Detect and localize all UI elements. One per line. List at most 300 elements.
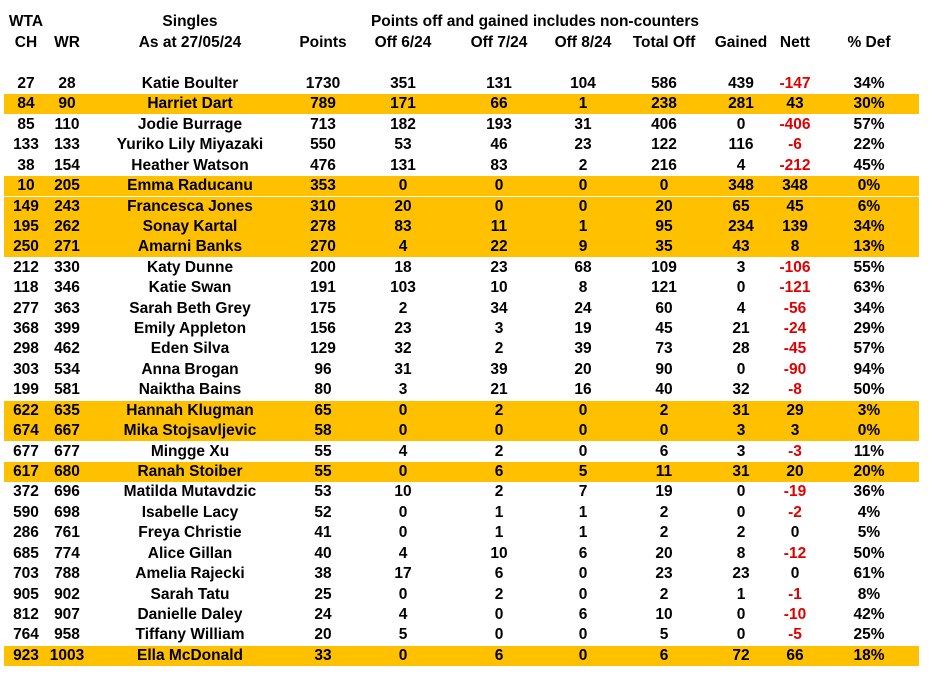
cell-wr: 907 [54,605,80,623]
cell-off-7: 21 [490,381,508,399]
cell-off-7: 11 [490,217,508,235]
cell-off-6: 0 [398,646,408,664]
cell-points: 175 [310,299,336,317]
cell-off-6: 10 [394,483,412,501]
cell-pct-def: 45% [853,156,885,174]
cell-pct-def: 34% [853,217,885,235]
cell-pct-def: 55% [853,258,885,276]
cell-gained: 65 [732,197,750,215]
cell-ch: 674 [13,422,39,440]
cell-points: 55 [314,462,332,480]
cell-ch: 372 [13,483,39,501]
cell-points: 789 [310,95,336,113]
cell-ch: 10 [17,177,35,195]
cell-wr: 761 [54,524,80,542]
cell-off-7: 0 [494,422,504,440]
cell-player-name: Anna Brogan [141,360,239,378]
cell-player-name: Isabelle Lacy [141,503,239,521]
cell-nett: -10 [783,605,807,623]
cell-wr: 205 [54,177,80,195]
cell-off-8: 0 [578,422,588,440]
cell-total-off: 6 [659,646,669,664]
cell-off-6: 2 [398,299,408,317]
header-wta: WTA [8,13,44,30]
cell-pct-def: 57% [853,115,885,133]
cell-player-name: Sarah Tatu [150,585,230,603]
cell-ch: 298 [13,340,39,358]
cell-off-7: 34 [490,299,508,317]
cell-off-8: 5 [578,462,588,480]
cell-gained: 31 [732,401,750,419]
cell-points: 191 [310,279,336,297]
cell-wr: 534 [54,360,80,378]
cell-points: 25 [314,585,332,603]
cell-points: 40 [314,544,332,562]
cell-off-7: 83 [490,156,508,174]
cell-gained: 3 [736,442,746,460]
cell-points: 1730 [305,75,341,92]
cell-ch: 118 [13,279,39,297]
cell-gained: 23 [732,565,750,583]
cell-ch: 703 [13,565,39,583]
cell-ch: 195 [13,217,39,235]
cell-pct-def: 34% [853,75,885,92]
cell-off-7: 2 [494,340,504,358]
cell-gained: 0 [736,483,746,501]
cell-wr: 110 [54,115,80,133]
cell-off-8: 7 [578,483,588,501]
cell-off-8: 31 [574,115,592,133]
cell-nett: 139 [782,217,808,235]
cell-player-name: Sarah Beth Grey [129,299,251,317]
cell-points: 353 [310,177,336,195]
cell-player-name: Ella McDonald [137,646,243,664]
cell-off-8: 0 [578,401,588,419]
cell-off-6: 23 [394,320,412,338]
cell-total-off: 35 [655,238,673,256]
cell-off-8: 0 [578,177,588,195]
cell-off-6: 351 [390,75,416,92]
cell-player-name: Emma Raducanu [127,177,253,195]
cell-gained: 21 [732,320,750,338]
cell-ch: 212 [13,258,39,276]
cell-pct-def: 3% [857,401,881,419]
cell-points: 53 [314,483,332,501]
cell-off-8: 0 [578,626,588,644]
cell-ch: 685 [13,544,39,562]
cell-off-6: 3 [398,381,408,399]
cell-player-name: Ranah Stoiber [137,462,243,480]
cell-off-7: 3 [494,320,504,338]
cell-off-8: 0 [578,197,588,215]
header-pct-def: % Def [847,34,891,51]
cell-gained: 0 [736,360,746,378]
cell-off-7: 2 [494,442,504,460]
cell-wr: 698 [54,503,80,521]
cell-ch: 622 [13,401,39,419]
cell-gained: 72 [732,646,750,664]
cell-off-7: 0 [494,605,504,623]
cell-off-8: 1 [578,217,588,235]
cell-off-7: 0 [494,177,504,195]
cell-off-6: 83 [394,217,412,235]
cell-ch: 764 [13,626,39,644]
cell-nett: 20 [786,462,804,480]
cell-off-7: 10 [490,544,508,562]
cell-total-off: 2 [659,524,669,542]
cell-off-6: 0 [398,422,408,440]
cell-nett: -5 [788,626,802,644]
cell-off-7: 193 [486,115,512,133]
cell-points: 80 [314,381,332,399]
cell-player-name: Yuriko Lily Miyazaki [116,136,264,154]
cell-wr: 90 [58,95,76,113]
cell-off-7: 0 [494,626,504,644]
cell-off-6: 31 [394,360,412,378]
cell-total-off: 73 [655,340,673,358]
cell-wr: 902 [54,585,80,603]
cell-ch: 617 [13,462,39,480]
cell-total-off: 10 [655,605,673,623]
cell-off-8: 1 [578,95,588,113]
cell-nett: -90 [783,360,807,378]
cell-wr: 133 [54,136,80,154]
cell-gained: 3 [736,258,746,276]
cell-off-6: 4 [398,238,408,256]
cell-nett: 45 [786,197,804,215]
cell-pct-def: 50% [853,381,885,399]
cell-gained: 31 [732,462,750,480]
cell-wr: 399 [54,320,80,338]
cell-off-6: 17 [394,565,412,583]
cell-total-off: 95 [655,217,673,235]
cell-off-6: 53 [394,136,412,154]
cell-total-off: 2 [659,503,669,521]
cell-pct-def: 25% [853,626,885,644]
cell-wr: 330 [54,258,80,276]
cell-ch: 199 [13,381,39,399]
cell-nett: 43 [786,95,804,113]
cell-gained: 281 [728,95,754,113]
cell-total-off: 0 [659,422,669,440]
cell-off-6: 182 [390,115,416,133]
cell-points: 58 [314,422,332,440]
cell-total-off: 90 [655,360,673,378]
cell-off-6: 4 [398,544,408,562]
cell-off-7: 10 [490,279,508,297]
cell-player-name: Katie Boulter [141,75,239,92]
cell-points: 476 [310,156,336,174]
cell-gained: 43 [732,238,750,256]
cell-gained: 0 [736,605,746,623]
cell-pct-def: 5% [857,524,881,542]
cell-pct-def: 30% [853,95,885,113]
cell-wr: 680 [54,462,80,480]
cell-ch: 303 [13,360,39,378]
cell-ch: 27 [17,75,35,92]
cell-off-7: 22 [490,238,508,256]
header-gained: Gained [714,34,768,51]
cell-gained: 8 [736,544,746,562]
cell-wr: 696 [54,483,80,501]
cell-nett: -121 [779,279,811,297]
cell-total-off: 20 [655,544,673,562]
cell-player-name: Heather Watson [131,156,249,174]
cell-ch: 85 [17,115,35,133]
cell-nett: -45 [783,340,807,358]
cell-off-8: 104 [570,75,596,92]
header-points: Points [299,34,347,51]
cell-gained: 4 [736,299,746,317]
cell-off-8: 6 [578,544,588,562]
cell-off-6: 171 [390,95,416,113]
cell-pct-def: 34% [853,299,885,317]
cell-ch: 923 [13,646,39,664]
cell-total-off: 2 [659,401,669,419]
cell-total-off: 238 [651,95,677,113]
cell-gained: 439 [728,75,754,92]
cell-ch: 677 [13,442,39,460]
cell-pct-def: 6% [857,197,881,215]
cell-off-8: 16 [574,381,592,399]
cell-player-name: Mingge Xu [150,442,230,460]
cell-off-7: 39 [490,360,508,378]
cell-wr: 774 [54,544,80,562]
cell-wr: 271 [54,238,80,256]
cell-total-off: 23 [655,565,673,583]
cell-player-name: Amelia Rajecki [135,565,245,583]
cell-off-6: 0 [398,462,408,480]
cell-pct-def: 36% [853,483,885,501]
cell-player-name: Jodie Burrage [137,115,243,133]
cell-nett: -147 [779,75,811,92]
cell-wr: 462 [54,340,80,358]
cell-pct-def: 8% [857,585,881,603]
cell-gained: 32 [732,381,750,399]
cell-off-6: 0 [398,503,408,521]
cell-pct-def: 18% [853,646,885,664]
cell-total-off: 216 [651,156,677,174]
cell-gained: 0 [736,503,746,521]
cell-off-8: 0 [578,442,588,460]
cell-total-off: 19 [655,483,673,501]
cell-gained: 1 [736,585,746,603]
cell-player-name: Katie Swan [148,279,232,297]
cell-off-8: 1 [578,524,588,542]
cell-ch: 368 [13,320,39,338]
cell-player-name: Mika Stojsavljevic [123,422,257,440]
cell-gained: 2 [736,524,746,542]
cell-nett: -2 [788,503,802,521]
cell-off-8: 8 [578,279,588,297]
cell-points: 156 [310,320,336,338]
cell-pct-def: 61% [853,565,885,583]
cell-pct-def: 50% [853,544,885,562]
cell-gained: 0 [736,279,746,297]
cell-nett: -8 [788,381,802,399]
cell-total-off: 20 [655,197,673,215]
cell-points: 41 [314,524,332,542]
cell-pct-def: 20% [853,462,885,480]
cell-off-7: 2 [494,401,504,419]
cell-gained: 0 [736,626,746,644]
cell-wr: 635 [54,401,80,419]
cell-player-name: Francesca Jones [127,197,253,215]
header-nett: Nett [779,34,811,51]
cell-nett: 3 [790,422,800,440]
cell-player-name: Eden Silva [150,340,230,358]
cell-total-off: 45 [655,320,673,338]
cell-off-8: 0 [578,646,588,664]
cell-off-8: 6 [578,605,588,623]
cell-gained: 348 [728,177,754,195]
header-wr: WR [54,34,80,51]
cell-wr: 667 [54,422,80,440]
cell-points: 24 [314,605,332,623]
cell-gained: 3 [736,422,746,440]
cell-off-6: 103 [390,279,416,297]
cell-pct-def: 13% [853,238,885,256]
cell-nett: -12 [783,544,807,562]
cell-points: 96 [314,360,332,378]
cell-pct-def: 42% [853,605,885,623]
cell-points: 38 [314,565,332,583]
cell-ch: 590 [13,503,39,521]
header-total-off: Total Off [632,34,696,51]
cell-points: 33 [314,646,332,664]
cell-points: 270 [310,238,336,256]
cell-wr: 958 [54,626,80,644]
cell-points: 200 [310,258,336,276]
cell-total-off: 406 [651,115,677,133]
cell-ch: 905 [13,585,39,603]
cell-off-7: 6 [494,462,504,480]
cell-total-off: 2 [659,585,669,603]
cell-pct-def: 22% [853,136,885,154]
cell-ch: 38 [17,156,35,174]
cell-off-7: 2 [494,483,504,501]
cell-ch: 812 [13,605,39,623]
cell-total-off: 586 [651,75,677,92]
cell-wr: 262 [54,217,80,235]
cell-off-8: 19 [574,320,592,338]
cell-wr: 154 [54,156,80,174]
cell-player-name: Harriet Dart [147,95,233,113]
cell-off-8: 2 [578,156,588,174]
cell-off-6: 20 [394,197,412,215]
cell-off-8: 0 [578,585,588,603]
cell-nett: -406 [779,115,811,133]
cell-player-name: Naiktha Bains [138,381,242,399]
cell-ch: 84 [17,95,35,113]
cell-wr: 581 [54,381,80,399]
cell-nett: -6 [788,136,802,154]
cell-ch: 286 [13,524,39,542]
cell-off-6: 32 [394,340,412,358]
cell-nett: 348 [782,177,808,195]
cell-wr: 243 [54,197,80,215]
cell-player-name: Alice Gillan [147,544,233,562]
cell-nett: -3 [788,442,802,460]
cell-pct-def: 4% [857,503,881,521]
cell-pct-def: 63% [853,279,885,297]
cell-off-6: 0 [398,585,408,603]
cell-off-6: 0 [398,524,408,542]
cell-nett: 0 [790,565,800,583]
cell-points: 713 [310,115,336,133]
cell-off-8: 9 [578,238,588,256]
cell-points: 20 [314,626,332,644]
cell-player-name: Hannah Klugman [126,401,254,419]
cell-pct-def: 0% [857,177,881,195]
header-ch: CH [14,34,38,51]
header-off-7: Off 7/24 [470,34,528,51]
cell-pct-def: 57% [853,340,885,358]
cell-off-6: 4 [398,605,408,623]
cell-ch: 149 [13,197,39,215]
cell-nett: -24 [783,320,807,338]
cell-points: 55 [314,442,332,460]
cell-player-name: Katy Dunne [146,258,234,276]
cell-off-7: 1 [494,503,504,521]
cell-off-6: 5 [398,626,408,644]
cell-off-8: 68 [574,258,592,276]
cell-off-8: 1 [578,503,588,521]
cell-off-6: 0 [398,177,408,195]
cell-total-off: 11 [655,462,673,480]
cell-player-name: Tiffany William [135,626,245,644]
cell-wr: 1003 [49,646,85,664]
cell-off-8: 23 [574,136,592,154]
cell-total-off: 60 [655,299,673,317]
cell-nett: 0 [790,524,800,542]
cell-player-name: Emily Appleton [133,320,247,338]
cell-off-8: 24 [574,299,592,317]
cell-total-off: 109 [651,258,677,276]
cell-off-7: 23 [490,258,508,276]
cell-nett: -56 [783,299,807,317]
cell-total-off: 0 [659,177,669,195]
cell-gained: 116 [728,136,754,154]
cell-off-7: 1 [494,524,504,542]
cell-total-off: 122 [651,136,677,154]
cell-off-7: 6 [494,565,504,583]
cell-points: 550 [310,136,336,154]
cell-nett: 29 [786,401,804,419]
header-off-8: Off 8/24 [554,34,612,51]
cell-off-8: 0 [578,565,588,583]
cell-gained: 28 [732,340,750,358]
cell-total-off: 6 [659,442,669,460]
cell-points: 310 [310,197,336,215]
cell-off-7: 0 [494,197,504,215]
cell-points: 65 [314,401,332,419]
cell-wr: 363 [54,299,80,317]
cell-off-6: 0 [398,401,408,419]
cell-points: 52 [314,503,332,521]
cell-player-name: Sonay Kartal [142,217,238,235]
cell-off-6: 4 [398,442,408,460]
cell-off-7: 46 [490,136,508,154]
header-as-at: As at 27/05/24 [138,34,242,51]
cell-ch: 133 [13,136,39,154]
cell-wr: 28 [58,75,76,92]
cell-total-off: 121 [651,279,677,297]
cell-total-off: 40 [655,381,673,399]
cell-off-7: 6 [494,646,504,664]
cell-player-name: Matilda Mutavdzic [123,483,257,501]
cell-pct-def: 94% [853,360,885,378]
